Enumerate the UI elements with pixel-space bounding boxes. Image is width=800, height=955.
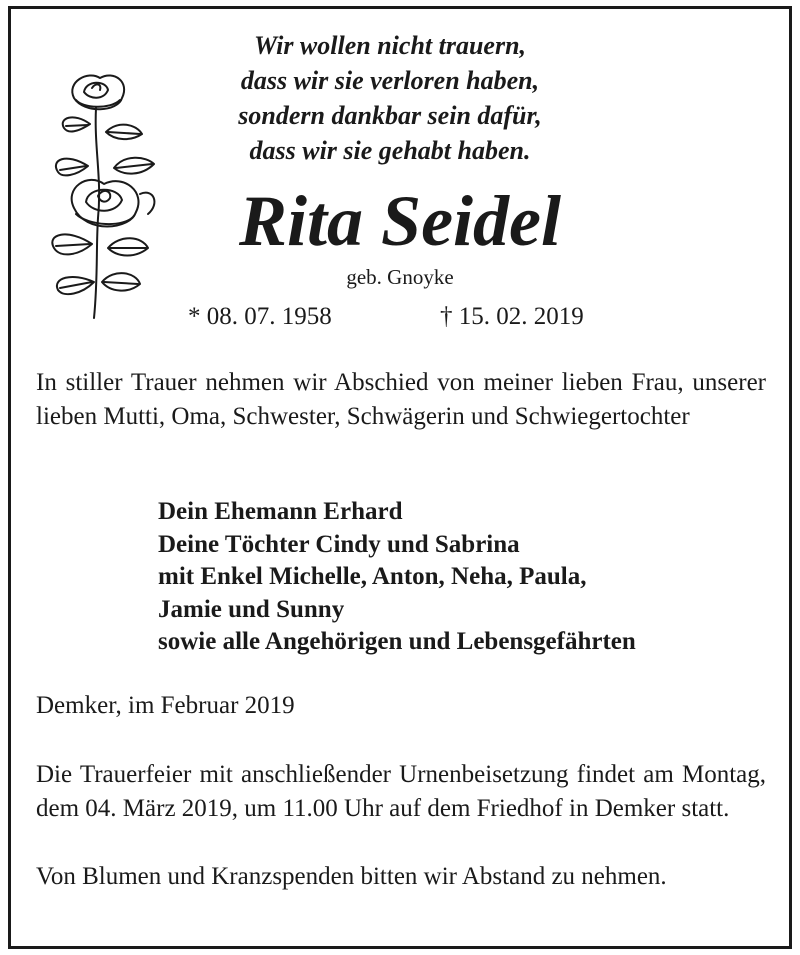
mourner-line: Jamie und Sunny	[158, 595, 345, 623]
ceremony-text: Die Trauerfeier mit anschließender Urnenbeisetzung findet am Montag, dem 04. März 2019, um 11.00 Uhr auf dem Friedhof in Demker statt.	[36, 761, 766, 822]
death-date: † 15. 02. 2019	[440, 303, 584, 330]
quote-line: sondern dankbar sein dafür,	[238, 101, 542, 130]
mourner-line: mit Enkel Michelle, Anton, Neha, Paula,	[158, 563, 587, 590]
memorial-quote	[200, 28, 580, 168]
quote-line: Wir wollen nicht trauern,	[253, 31, 527, 60]
birth-date: * 08. 07. 1958	[188, 303, 332, 330]
place-date: Demker, im Februar 2019	[36, 692, 295, 719]
birth-name: geb. Gnoyke	[346, 265, 454, 289]
mourners-list	[158, 496, 758, 659]
mourner-line: Deine Töchter Cindy und Sabrina	[158, 530, 520, 558]
rose-icon	[44, 68, 162, 320]
intro-text: In stiller Trauer nehmen wir Abschied von meiner lieben Frau, unserer lieben Mutti, Oma, Schwester, Schwägerin und Schwiegertochter	[36, 369, 766, 430]
quote-line: dass wir sie gehabt haben.	[249, 136, 531, 165]
deceased-name: Rita Seidel	[239, 181, 561, 261]
mourner-line: sowie alle Angehörigen und Lebensgefährten	[158, 628, 636, 655]
quote-line: dass wir sie verloren haben,	[240, 66, 540, 95]
mourner-line: Dein Ehemann Erhard	[158, 498, 403, 525]
flowers-note: Von Blumen und Kranzspenden bitten wir Abstand zu nehmen.	[36, 863, 667, 890]
